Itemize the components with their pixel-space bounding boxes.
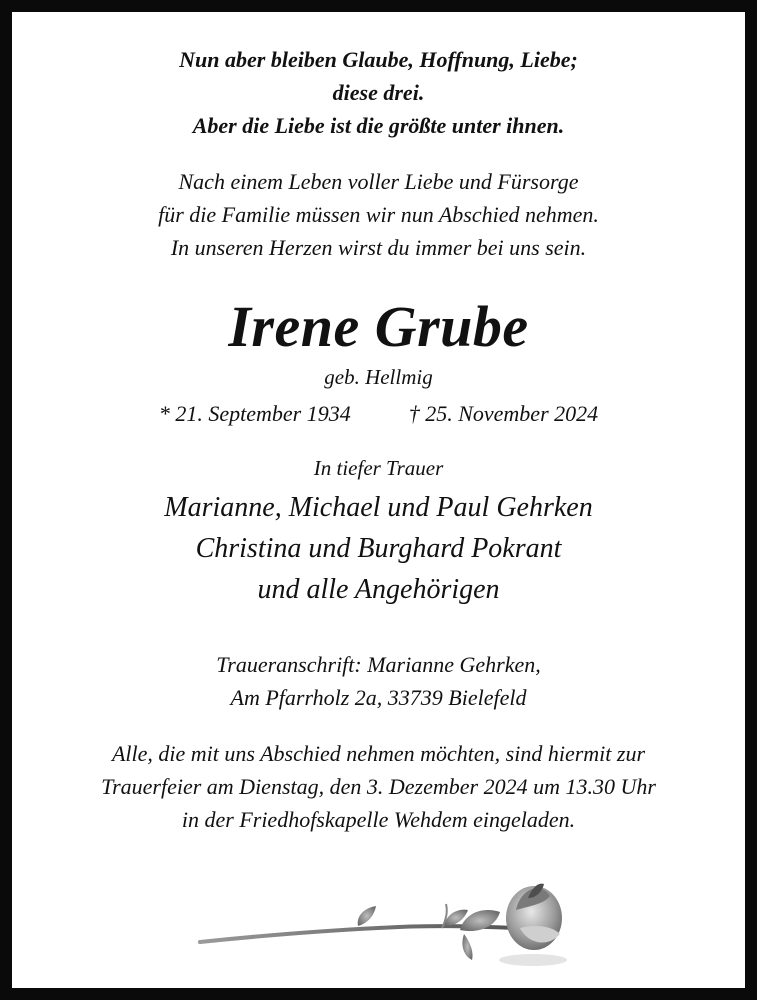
life-dates (12, 401, 745, 427)
mourner-line-1: Marianne, Michael und Paul Gehrken (164, 492, 593, 523)
mourner-line-2: Christina und Burghard Pokrant (195, 533, 562, 564)
intro-line-2: für die Familie müssen wir nun Abschied nehmen. (158, 202, 599, 227)
intro-line-1: Nach einem Leben voller Liebe und Fürsorge (178, 169, 579, 194)
birth-name: geb. Hellmig (324, 365, 433, 389)
verse-line-1: Nun aber bleiben Glaube, Hoffnung, Liebe; (179, 47, 578, 72)
deceased-name: Irene Grube (228, 294, 529, 359)
rose-icon (198, 868, 568, 978)
invitation-line-3: in der Friedhofskapelle Wehdem eingeladen. (181, 807, 576, 832)
birth-date: * 21. September 1934 (158, 401, 351, 426)
verse-line-3: Aber die Liebe ist die größte unter ihnen. (192, 113, 565, 138)
death-date: † 25. November 2024 (408, 401, 599, 426)
mourning-heading: In tiefer Trauer (313, 456, 444, 480)
intro-line-3: In unseren Herzen wirst du immer bei uns sein. (170, 235, 587, 260)
verse-line-2: diese drei. (332, 80, 425, 105)
address-line-2: Am Pfarrholz 2a, 33739 Bielefeld (230, 685, 527, 710)
invitation-line-2: Trauerfeier am Dienstag, den 3. Dezember 2024 um 13.30 Uhr (101, 774, 656, 799)
invitation-line-1: Alle, die mit uns Abschied nehmen möchten, sind hiermit zur (111, 741, 646, 766)
address-line-1: Traueranschrift: Marianne Gehrken, (216, 652, 541, 677)
mourner-line-3: und alle Angehörigen (257, 574, 500, 605)
